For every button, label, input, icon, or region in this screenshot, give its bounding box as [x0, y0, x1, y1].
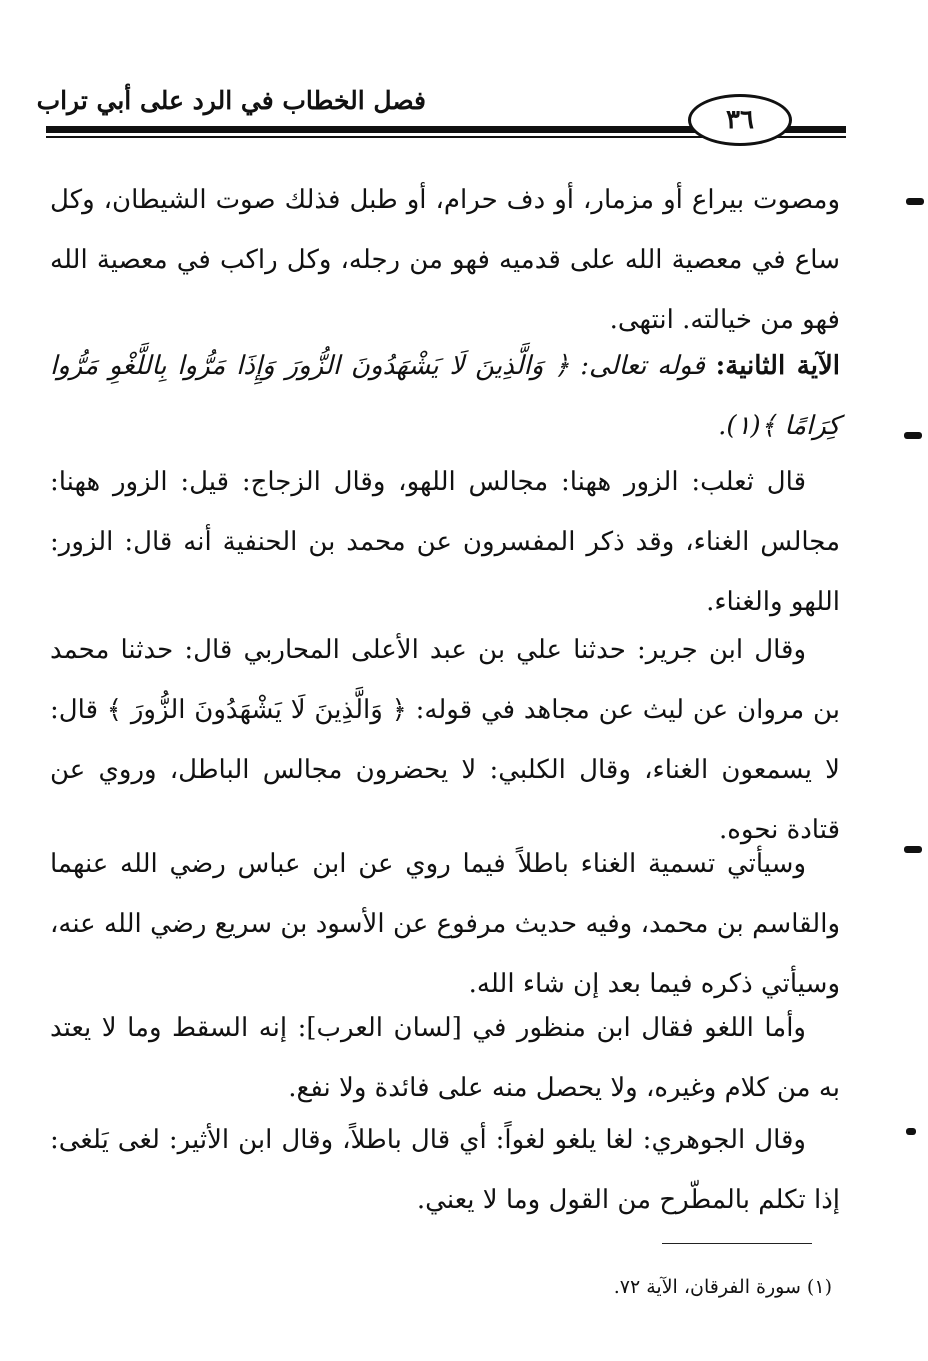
page-number: ٣٦ [726, 105, 754, 135]
margin-mark [906, 198, 924, 205]
paragraph-text: وأما اللغو فقال ابن منظور في [لسان العرب]: إنه السقط وما لا يعتد به من كلام وغيره، ولا يحصل منه على فائدة ولا نفع. [50, 1013, 840, 1103]
page-number-badge [688, 94, 792, 146]
margin-mark [904, 432, 922, 439]
paragraph [50, 834, 840, 1014]
paragraph [50, 452, 840, 632]
paragraph [50, 998, 840, 1118]
paragraph-text: ومصوت بيراع أو مزمار، أو دف حرام، أو طبل فذلك صوت الشيطان، وكل ساع في معصية الله على قدميه فهو من رجله، وكل راكب في معصية الله فهو من خيالته. انتهى. [50, 185, 840, 335]
paragraph-text: وقال الجوهري: لغا يلغو لغواً: أي قال باطلاً، وقال ابن الأثير: لغى يَلغى: إذا تكلم بالمطّرح من القول وما لا يعني. [50, 1125, 840, 1215]
margin-mark [906, 1128, 916, 1135]
paragraph [50, 170, 840, 350]
running-book-title: فصل الخطاب في الرد على أبي تراب [36, 86, 426, 115]
footnote: (١) سورة الفرقان، الآية ٧٢. [613, 1276, 832, 1298]
verse-label: الآية الثانية: [715, 351, 841, 381]
paragraph-text: وسيأتي تسمية الغناء باطلاً فيما روي عن ابن عباس رضي الله عنهما والقاسم بن محمد، وفيه حديث مرفوع عن الأسود بن سريع رضي الله عنه، وسيأتي ذكره فيما بعد إن شاء الله. [50, 849, 840, 999]
margin-mark [904, 846, 922, 853]
footnote-separator [662, 1243, 812, 1244]
paragraph-text: قال ثعلب: الزور ههنا: مجالس اللهو، وقال الزجاج: قيل: الزور ههنا: مجالس الغناء، وقد ذكر المفسرون عن محمد بن الحنفية أنه قال: الزور: اللهو والغناء. [50, 467, 840, 617]
paragraph [50, 620, 840, 860]
paragraph-verse [50, 336, 840, 456]
paragraph-text: قوله تعالى: ﴿ وَالَّذِينَ لَا يَشْهَدُونَ الزُّورَ وَإِذَا مَرُّوا بِاللَّغْوِ مَرُّوا كِرَامًا ﴾(١). [50, 351, 840, 441]
paragraph [50, 1110, 840, 1230]
paragraph-text: وقال ابن جرير: حدثنا علي بن عبد الأعلى المحاربي قال: حدثنا محمد بن مروان عن ليث عن مجاهد في قوله: ﴿ وَالَّذِينَ لَا يَشْهَدُونَ الزُّورَ ﴾ قال: لا يسمعون الغناء، وقال الكلبي: لا يحضرون مجالس الباطل، وروي عن قتادة نحوه. [50, 635, 840, 845]
